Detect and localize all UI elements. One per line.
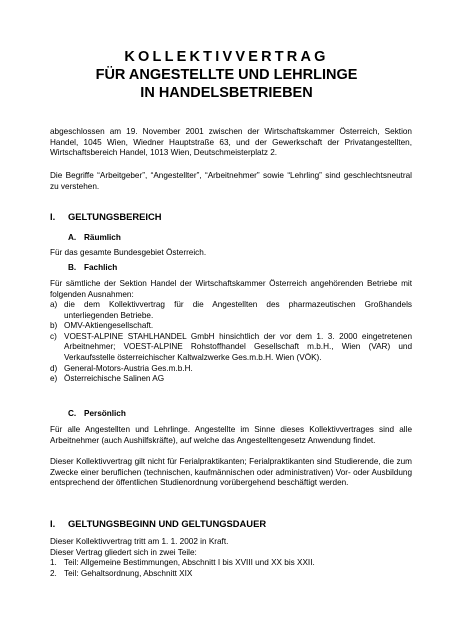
subheading-letter: B. xyxy=(68,263,77,272)
subheading-title: Räumlich xyxy=(84,233,121,242)
list-item-label: d) xyxy=(50,363,58,373)
list-item xyxy=(50,364,412,375)
list-item-text: OMV-Aktiengesellschaft. xyxy=(64,321,154,331)
document-title xyxy=(0,48,453,102)
list-item xyxy=(50,332,412,364)
section-title: GELTUNGSBEREICH xyxy=(68,211,162,222)
list-item-label: 2. xyxy=(50,568,57,578)
subheading-title: Persönlich xyxy=(84,409,126,418)
list-item-text: Teil: Allgemeine Bestimmungen, Abschnitt I bis XVIII und XX bis XXII. xyxy=(64,558,315,568)
title-line-3: IN HANDELSBETRIEBEN xyxy=(140,85,313,101)
list-item-text: die dem Kollektivvertrag für die Angestellten des pharmazeutischen Großhandels unterliegenden Betriebe. xyxy=(64,300,412,320)
section-heading-geltungsbereich xyxy=(50,211,162,222)
list-item-label: a) xyxy=(50,300,58,309)
list-item-label: e) xyxy=(50,374,58,384)
list-item xyxy=(50,569,412,580)
list-item-label: c) xyxy=(50,331,57,341)
raeumlich-text: Für das gesamte Bundesgebiet Österreich. xyxy=(50,248,207,257)
subheading-letter: C. xyxy=(68,409,77,418)
list-item-text: Teil: Gehaltsordnung, Abschnitt XIX xyxy=(64,568,193,578)
subheading-persoenlich xyxy=(68,409,126,419)
section-number: I. xyxy=(50,518,56,529)
list-item-label: 1. xyxy=(50,558,57,568)
list-item-text: Österreichische Salinen AG xyxy=(64,374,165,384)
list-item xyxy=(50,300,412,321)
section-heading-geltungsbeginn xyxy=(50,518,266,529)
list-item xyxy=(50,558,412,569)
intro-paragraph-1: abgeschlossen am 19. November 2001 zwischen der Wirtschaftskammer Österreich, Sektion Handel, 1045 Wien, Wiedner Hauptstraße 63, und der Gewerkschaft der Privatangestellten, Wirtschaftsbereich Handel, 1013 Wien, Deutschmeisterplatz 2. xyxy=(50,127,412,158)
list-item xyxy=(50,321,412,332)
persoenlich-paragraph-2: Dieser Kollektivvertrag gilt nicht für Ferialpraktikanten; Ferialpraktikanten sind Studierende, die zum Zwecke einer beruflichen (technischen, kaufmännischen oder administrativen) Vor- oder Ausbildung entsprechend der öffentlichen Studienordnung vorübergehend beschäftigt werden. xyxy=(50,457,412,488)
list-item-label: b) xyxy=(50,321,58,331)
list-item-text: VOEST-ALPINE STAHLHANDEL GmbH hinsichtlich der vor dem 1. 3. 2000 eingetretenen Arbeitnehmer; VOEST-ALPINE Rohstoffhandel Gesellschaft m.b.H., Wien (VAR) und Verkaufsstelle österreichischer Kaltwalzwerke Ges.m.b.H. Wien (VÖK). xyxy=(64,331,412,362)
list-item-text: General-Motors-Austria Ges.m.b.H. xyxy=(64,363,193,373)
section-title: GELTUNGSBEGINN UND GELTUNGSDAUER xyxy=(68,518,267,529)
exceptions-list xyxy=(50,300,412,385)
persoenlich-paragraph-1: Für alle Angestellten und Lehrlinge. Angestellte im Sinne dieses Kollektivvertrages sind alle Arbeitnehmer (auch Aushilfskräfte), auf welche das Angestelltengesetz Anwendung findet. xyxy=(50,425,412,445)
geltungsbeginn-line-2: Dieser Vertrag gliedert sich in zwei Teile: xyxy=(50,547,197,557)
list-item xyxy=(50,374,412,385)
subheading-fachlich xyxy=(68,263,117,273)
fachlich-text: Für sämtliche der Sektion Handel der Wirtschaftskammer Österreich angehörenden Betriebe mit folgenden Ausnahmen: xyxy=(50,279,412,299)
section-number: I. xyxy=(50,211,56,222)
geltungsbeginn-line-1: Dieser Kollektivvertrag tritt am 1. 1. 2002 in Kraft. xyxy=(50,537,229,546)
subheading-raeumlich xyxy=(68,233,121,243)
title-line-1: KOLLEKTIVVERTRAG xyxy=(124,49,329,65)
geltungsbeginn-text xyxy=(50,537,412,579)
subheading-letter: A. xyxy=(68,233,77,242)
title-line-2: FÜR ANGESTELLTE UND LEHRLINGE xyxy=(95,67,358,83)
intro-paragraph-2: Die Begriffe “Arbeitgeber”, “Angestellter”, “Arbeitnehmer” sowie “Lehrling” sind geschlechtsneutral zu verstehen. xyxy=(50,171,412,191)
subheading-title: Fachlich xyxy=(84,263,118,272)
